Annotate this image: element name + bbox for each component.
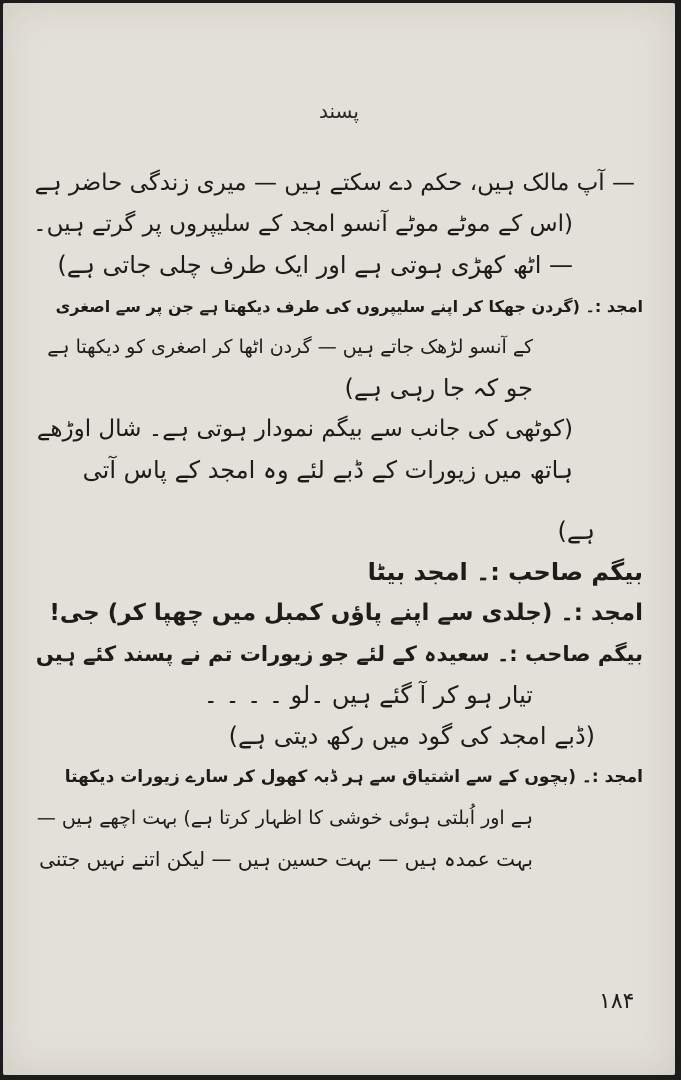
text-line-7: (کوٹھی کی جانب سے بیگم نمودار ہوتی ہے۔ شال اوڑھے <box>36 416 573 442</box>
text-line-14: (ڈبے امجد کی گود میں رکھ دیتی ہے) <box>228 722 595 750</box>
text-line-12: بیگم صاحب :۔ سعیدہ کے لئے جو زیورات تم نے پسند کئے ہیں <box>35 642 643 666</box>
text-line-15: امجد :۔ (بچوں کے سے اشتیاق سے ہر ڈبہ کھول کر سارے زیورات دیکھتا <box>64 767 643 787</box>
text-line-2: (اس کے موٹے موٹے آنسو امجد کے سلیپروں پر گرتے ہیں۔ <box>33 211 573 237</box>
text-line-13: تیار ہو کر آ گئے ہیں ۔لو ۔ ۔ ۔ ۔ <box>203 681 533 709</box>
text-line-9: ہے) <box>557 517 595 545</box>
line-gap <box>33 491 643 511</box>
page-number: ۱۸۴ <box>599 989 635 1014</box>
text-line-8: ہاتھ میں زیورات کے ڈبے لئے وہ امجد کے پاس آتی <box>82 456 573 484</box>
text-line-3: — اٹھ کھڑی ہوتی ہے اور ایک طرف چلی جاتی ہے) <box>57 251 573 279</box>
text-line-11: امجد :۔ (جلدی سے اپنے پاؤں کمبل میں چھپا کر) جی! <box>49 600 643 626</box>
book-page <box>3 3 675 1075</box>
text-line-6: جو کہ جا رہی ہے) <box>344 374 533 402</box>
text-line-16: ہے اور اُبلتی ہوئی خوشی کا اظہار کرتا ہے) بہت اچھے ہیں — <box>36 807 533 829</box>
text-line-1: — آپ مالک ہیں، حکم دے سکتے ہیں — میری زندگی حاضر ہے <box>34 170 635 196</box>
text-line-4: امجد :۔ (گردن جھکا کر اپنے سلیپروں کی طرف دیکھتا ہے جن پر سے اصغری <box>55 297 643 316</box>
text-line-10: بیگم صاحب :۔ امجد بیٹا <box>367 558 643 586</box>
running-header: پسند <box>319 99 359 123</box>
page-text <box>33 163 643 880</box>
text-line-17: بہت عمدہ ہیں — بہت حسین ہیں — لیکن اتنے نہیں جتنی <box>39 847 533 871</box>
text-line-5: کے آنسو لڑھک جاتے ہیں — گردن اٹھا کر اصغری کو دیکھتا ہے <box>47 336 533 358</box>
